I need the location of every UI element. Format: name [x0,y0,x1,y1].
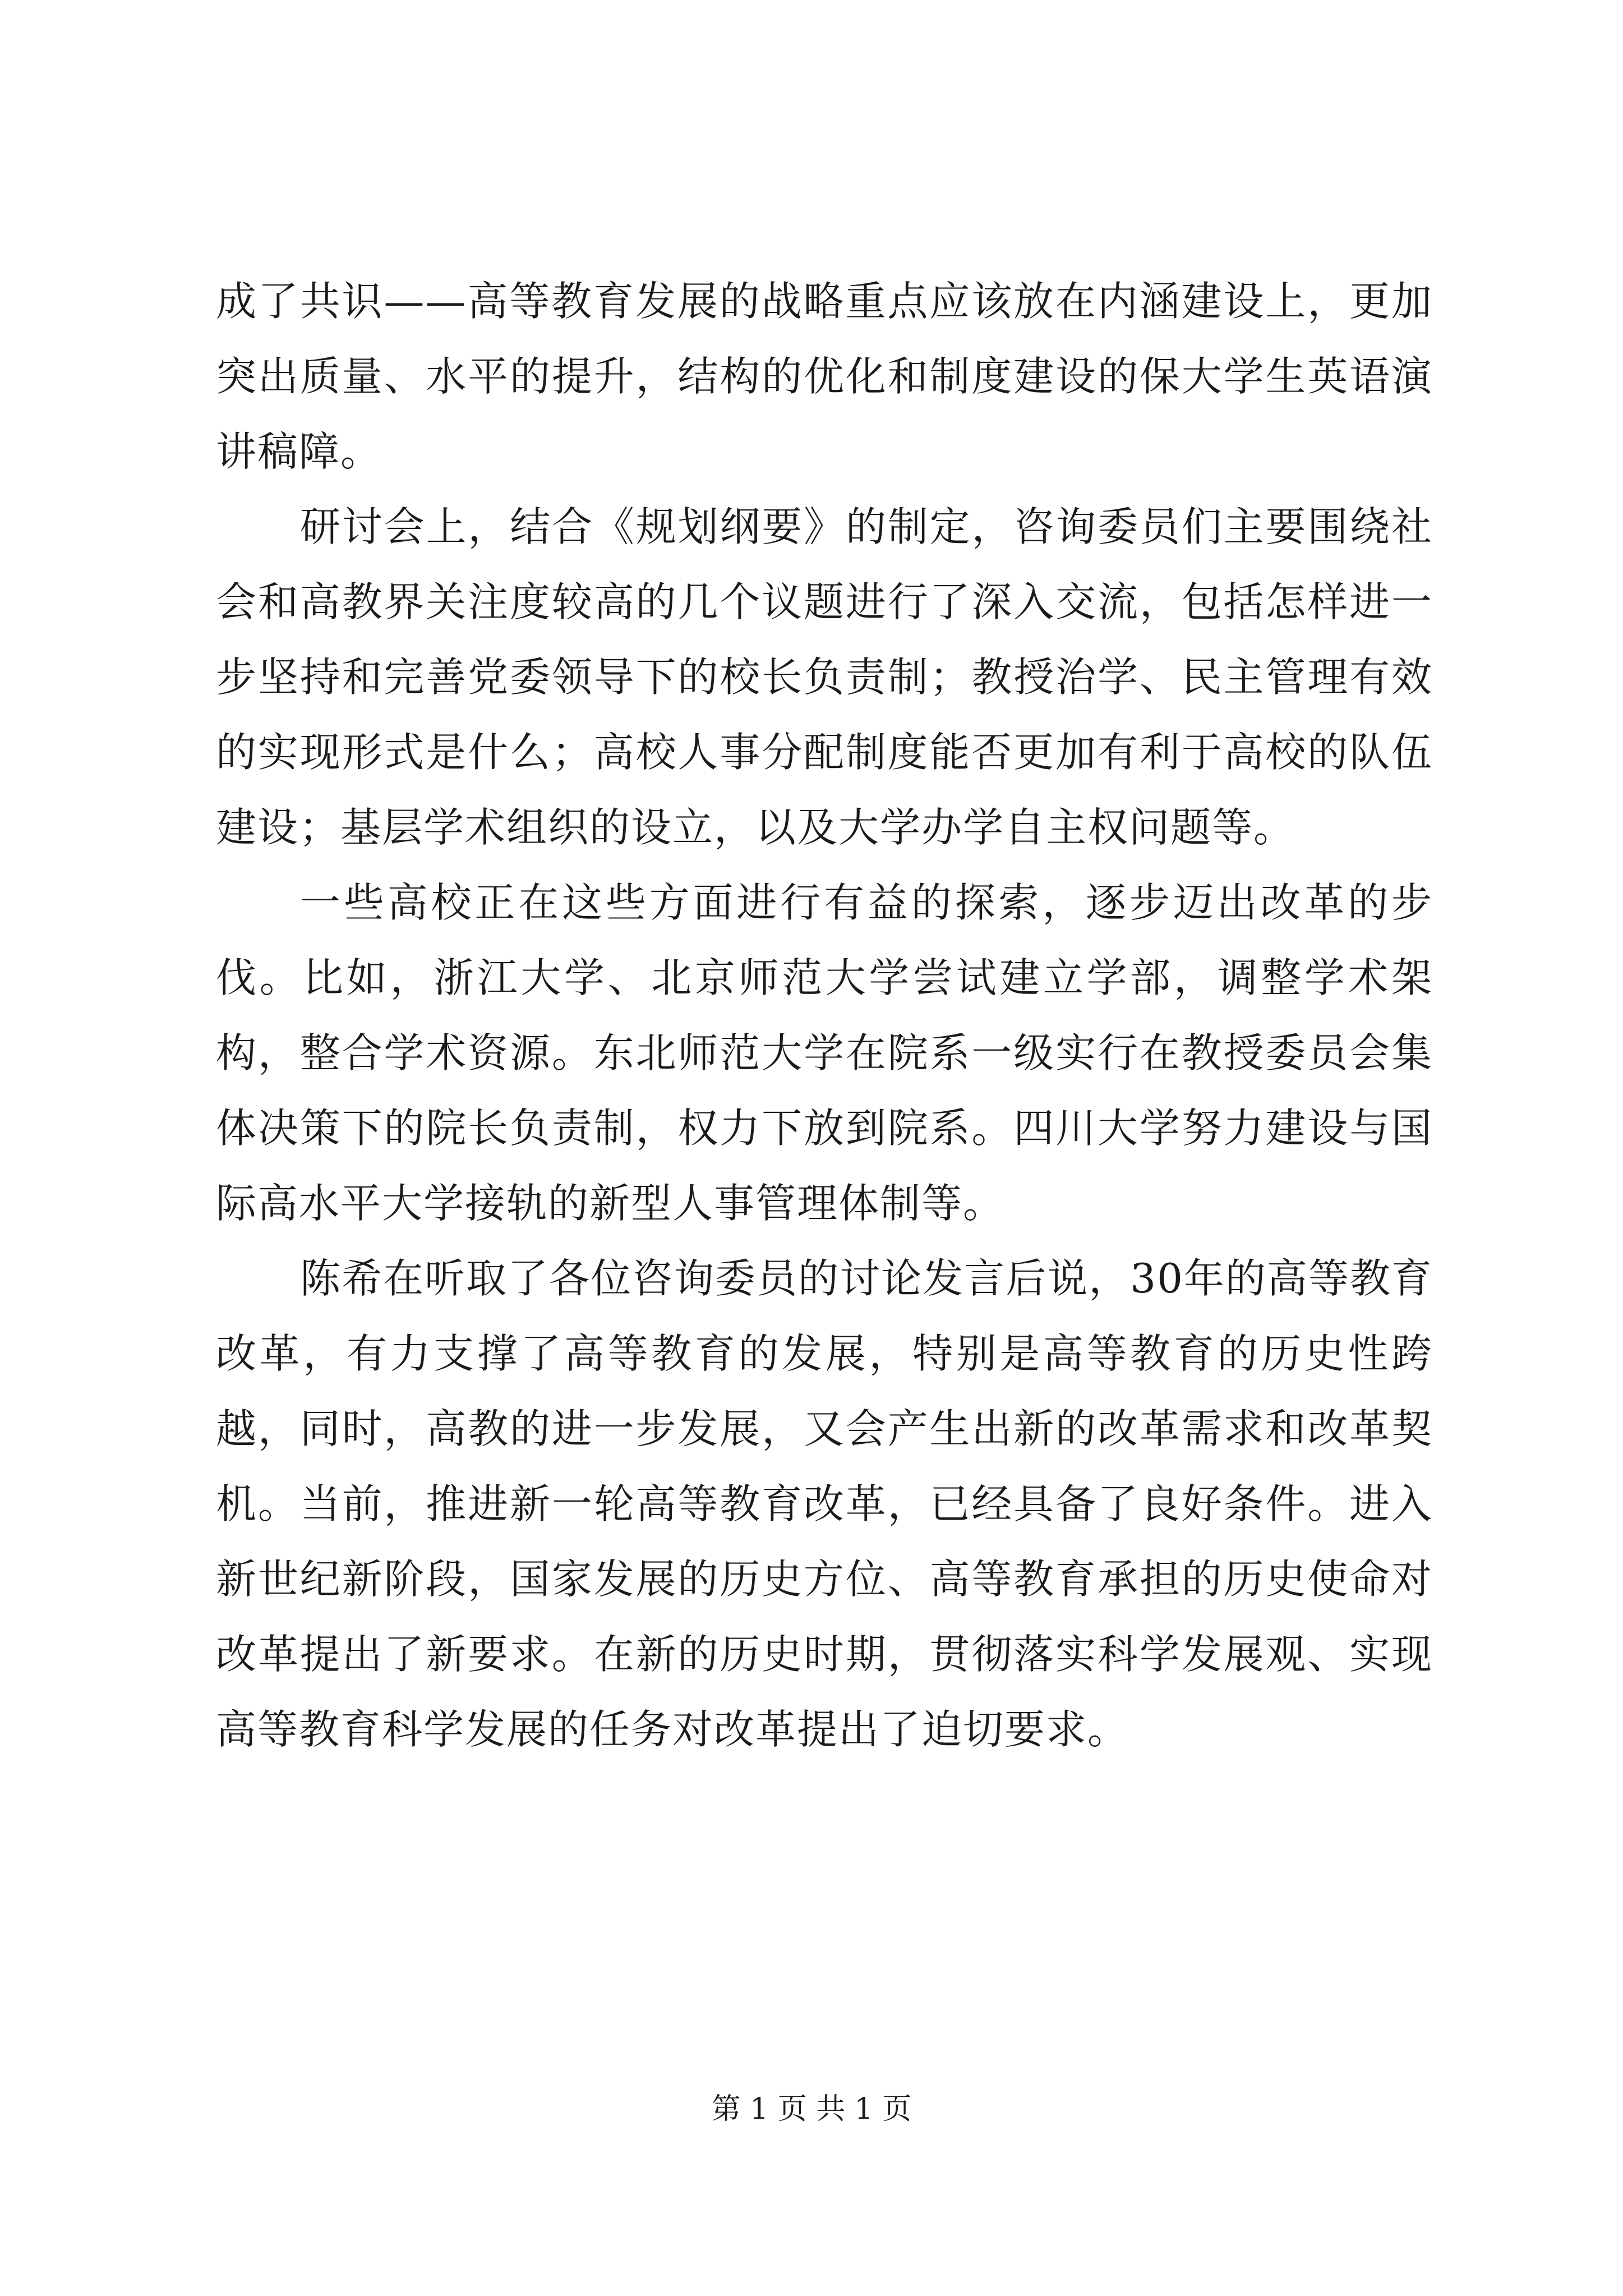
page-footer: 第 1 页 共 1 页 [711,2092,912,2126]
document-body [216,264,1433,1767]
paragraph-2: 研讨会上，结合《规划纲要》的制定，咨询委员们主要围绕社会和高教界关注度较高的几个议题进行了深入交流，包括怎样进一步坚持和完善党委领导下的校长负责制；教授治学、民主管理有效的实现形式是什么；高校人事分配制度能否更加有利于高校的队伍建设；基层学术组织的设立，以及大学办学自主权问题等。 [216,503,1433,851]
paragraph-4: 陈希在听取了各位咨询委员的讨论发言后说，30年的高等教育改革，有力支撑了高等教育的发展，特别是高等教育的历史性跨越，同时，高教的进一步发展，又会产生出新的改革需求和改革契机。当前，推进新一轮高等教育改革，已经具备了良好条件。进入新世纪新阶段，国家发展的历史方位、高等教育承担的历史使命对改革提出了新要求。在新的历史时期，贯彻落实科学发展观、实现高等教育科学发展的任务对改革提出了迫切要求。 [216,1255,1433,1753]
paragraph-3: 一些高校正在这些方面进行有益的探索，逐步迈出改革的步伐。比如，浙江大学、北京师范大学尝试建立学部，调整学术架构，整合学术资源。东北师范大学在院系一级实行在教授委员会集体决策下的院长负责制，权力下放到院系。四川大学努力建设与国际高水平大学接轨的新型人事管理体制等。 [216,879,1433,1227]
paragraph-1: 成了共识——高等教育发展的战略重点应该放在内涵建设上，更加突出质量、水平的提升，结构的优化和制度建设的保大学生英语演讲稿障。 [216,278,1433,475]
